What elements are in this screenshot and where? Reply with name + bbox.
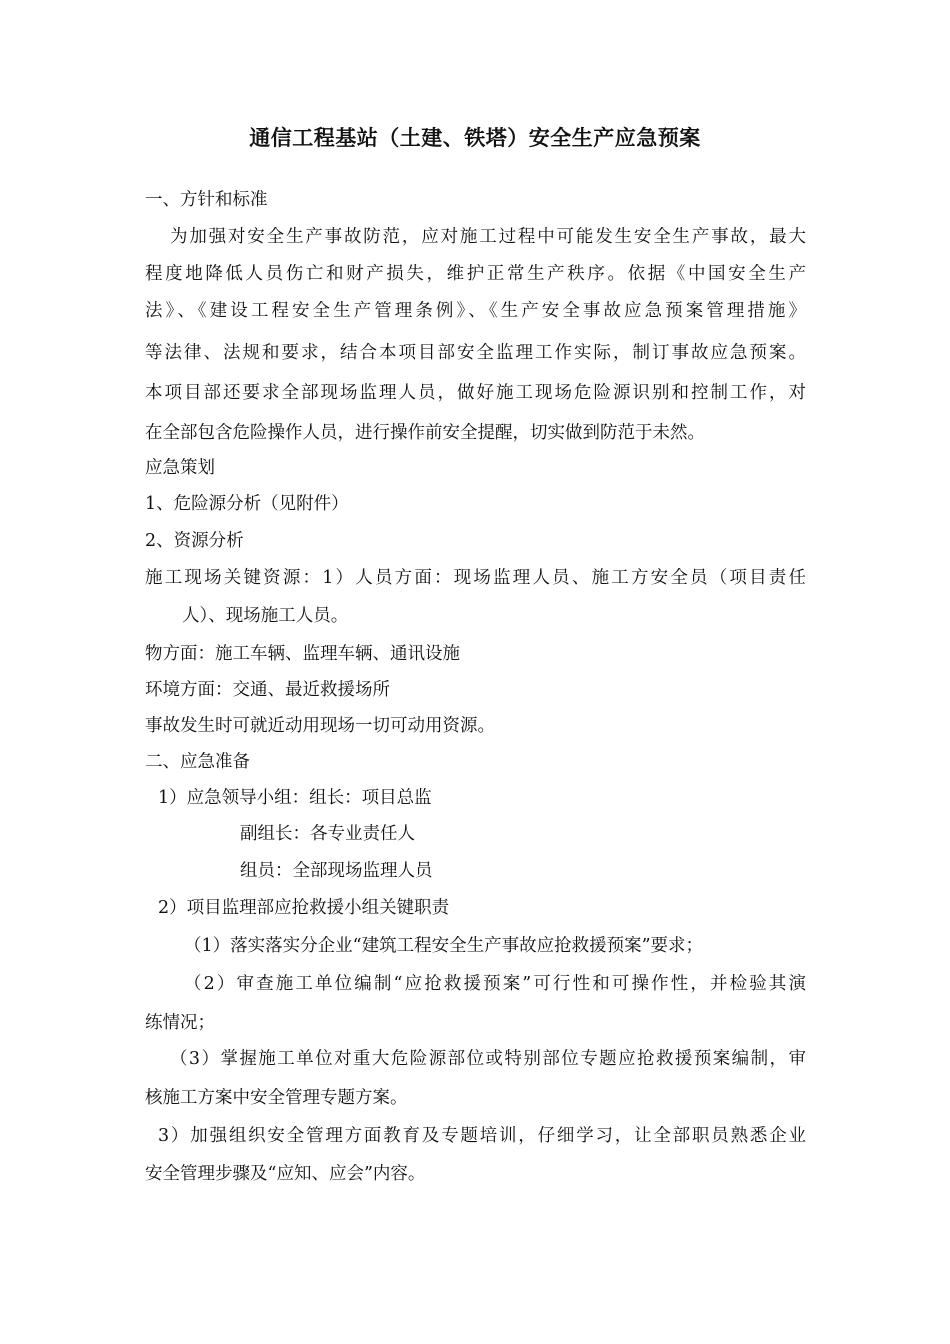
list-item: （3）掌握施工单位对重大危险源部位或特别部位专题应抢救援预案编制，审 (170, 1049, 806, 1069)
paragraph-line: 事故发生时可就近动用现场一切可动用资源。 (145, 716, 495, 736)
paragraph-line: 等法律、法规和要求，结合本项目部安全监理工作实际，制订事故应急预案。 (145, 343, 806, 363)
list-item: 2、资源分析 (145, 531, 244, 551)
paragraph-line: 练情况； (145, 1013, 215, 1033)
paragraph-line: 人）、现场施工人员。 (182, 606, 349, 626)
paragraph-line: 核施工方案中安全管理专题方案。 (145, 1088, 408, 1108)
list-item: （1）落实落实分企业“建筑工程安全生产事故应抢救援预案”要求； (184, 936, 704, 956)
list-item: 副组长：各专业责任人 (240, 824, 415, 844)
list-item: （2）审查施工单位编制“应抢救援预案”可行性和可操作性，并检验其演 (184, 974, 806, 994)
paragraph-line: 为加强对安全生产事故防范，应对施工过程中可能发生安全生产事故，最大 (170, 227, 806, 247)
list-item: 2）项目监理部应抢救援小组关键职责 (158, 898, 450, 918)
paragraph-line: 法》、《建设工程安全生产管理条例》、《生产安全事故应急预案管理措施》 (145, 301, 806, 321)
paragraph-line: 在全部包含危险操作人员，进行操作前安全提醒，切实做到防范于未然。 (145, 423, 705, 443)
list-item: 3）加强组织安全管理方面教育及专题培训，仔细学习，让全部职员熟悉企业 (158, 1126, 806, 1146)
paragraph-line: 程度地降低人员伤亡和财产损失，维护正常生产秩序。依据《中国安全生产 (145, 264, 806, 284)
paragraph-line: 物方面：施工车辆、监理车辆、通讯设施 (145, 644, 460, 664)
paragraph-line: 安全管理步骤及“应知、应会”内容。 (145, 1164, 426, 1184)
list-item: 组员：全部现场监理人员 (240, 861, 433, 881)
section-heading-2: 二、应急准备 (145, 752, 250, 772)
document-title: 通信工程基站（土建、铁塔）安全生产应急预案 (249, 125, 701, 150)
paragraph-line: 施工现场关键资源：1）人员方面：现场监理人员、施工方安全员（项目责任 (145, 568, 806, 588)
paragraph-line: 本项目部还要求全部现场监理人员，做好施工现场危险源识别和控制工作，对 (145, 383, 806, 403)
section-heading-1: 一、方针和标准 (145, 190, 268, 210)
list-item: 1）应急领导小组：组长：项目总监 (158, 788, 432, 808)
list-item: 1、危险源分析（见附件） (145, 494, 349, 514)
section-heading-plan: 应急策划 (145, 458, 215, 478)
paragraph-line: 环境方面：交通、最近救援场所 (145, 680, 390, 700)
